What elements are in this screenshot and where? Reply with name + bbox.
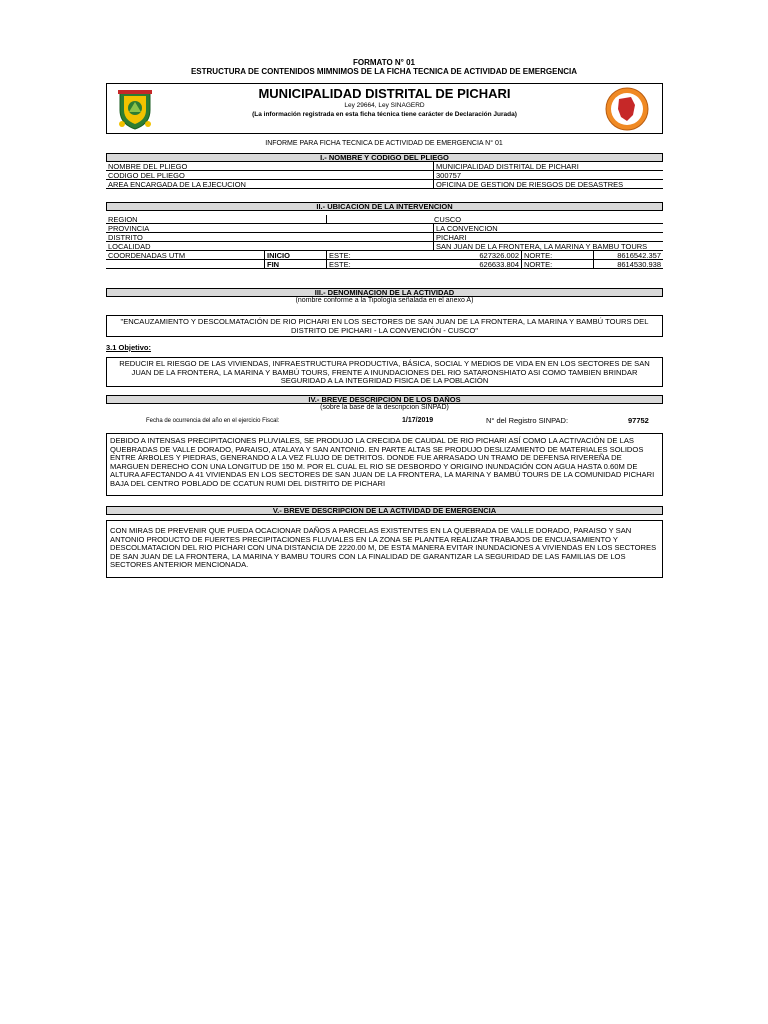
fecha-label: Fecha de ocurrencia del año en el ejercicio Fiscal: [146,418,280,424]
table-row: LOCALIDAD SAN JUAN DE LA FRONTERA, LA MARINA Y BAMBU TOURS [106,242,663,251]
section-4-subtitle: (sobre la base de la descripcion SINPAD) [320,404,449,411]
danos-text: DEBIDO A INTENSAS PRECIPITACIONES PLUVIALES, SE PRODUJO LA CRECIDA DE CAUDAL DE RIO PICHARI ASÍ COMO LA ACTIVACIÓN DE LAS QUEBRADAS DE VALLE DORADO, PARAISO, ATALAYA Y SAN ANTONIO. EN PARTE ALTAS SE PRODUJO DESLIZAMIENTO DE MATERIALES SOLIDOS ENTRE ÁRBOLES Y PIEDRAS, GENERANDO A LA VEZ FLUJO DE DETRITOS. DONDE FUE ARRASADO UN TRAMO DE DEFENSA RIVEREÑA DE MARGUEN DERECHO CON UNA LONGITUD DE 150 M. POR EL CUAL EL RIO SE DESBORDO Y ORIGINO INUNDACIÓN CON AGUA HASTA 0.60M DE ALTURA AFECTANDO A 41 VIVIENDAS EN LOS SECTORES DE SAN JUAN DE LA FRONTERA, LA MARINA Y BAMBÚ TOURS DE LA COMUNIDAD PICHARI BAJA DEL CENTRO POBLADO DE CCATUN RUMI DEL DISTRITO DE PICHARI [110,436,655,488]
coords-row-fin: FIN ESTE: 626633.804 NORTE: 8614530.938 [106,260,663,269]
section-2-header: II.- UBICACION DE LA INTERVENCION [106,202,663,211]
section-3-subtitle: (nombre conforme a la Tipología señalada en el anexo A) [295,297,474,304]
denominacion-box [106,315,663,337]
actividad-box [106,520,663,578]
section-5-header: V.- BREVE DESCRIPCION DE LA ACTIVIDAD DE EMERGENCIA [106,506,663,515]
table-row: AREA ENCARGADA DE LA EJECUCION OFICINA DE GESTION DE RIESGOS DE DESASTRES [106,180,663,189]
table-row: DISTRITO PICHARI [106,233,663,242]
table-row: REGION CUSCO [106,215,663,224]
objetivo-label: 3.1 Objetivo: [106,343,152,352]
section-4-header: IV.- BREVE DESCRIPCION DE LOS DAÑOS [106,395,663,404]
table-row: PROVINCIA LA CONVENCION [106,224,663,233]
municipalidad-title: MUNICIPALIDAD DISTRITAL DE PICHARI [258,86,511,101]
section-3-header: III.- DENOMINACION DE LA ACTIVIDAD [106,288,663,297]
actividad-text: CON MIRAS DE PREVENIR QUE PUEDA OCACIONAR DAÑOS A PARCELAS EXISTENTES EN LA QUEBRADA DE VALLE DORADO, PARAISO Y SAN ANTONIO PRODUCTO DE FUERTES PRECIPITACIONES FLUVIALES EN LA ZONA SE PLANTEA REALIZAR TRABAJOS DE ENCUASAMIENTO Y DESCOLMATACION DEL RIO PICHARI CON UNA DISTANCIA DE 2220.00 M, DE ESTA MANERA EVITAR INUNDACIONES A VIVIENDAS EN LOS SECTORES DE SAN JUAN DE LA FRONTERA, LA MARINA Y BAMBU TOURS CON LA FINALIDAD DE GARANTIZAR LA SEGURIDAD DE LAS FAMILIAS DE LOS SECTORES ANTERIOR MENCIONADA. [110,526,657,570]
denominacion-text: "ENCAUZAMIENTO Y DESCOLMATACIÓN DE RIO PICHARI EN LOS SECTORES DE SAN JUAN DE LA FRONTERA, LA MARINA Y BAMBÚ TOURS DEL DISTRITO DE PICHARI - LA CONVENCIÓN - CUSCO" [120,317,649,335]
danos-box [106,433,663,496]
registro-value: 97752 [628,416,649,425]
ley-text: Ley 29664, Ley SINAGERD [344,102,425,109]
fecha-value: 1/17/2019 [402,417,434,424]
institution-seal-icon [605,87,649,131]
table-row: NOMBRE DEL PLIEGO MUNICIPALIDAD DISTRITAL DE PICHARI [106,162,663,171]
estructura-title: ESTRUCTURA DE CONTENIDOS MIMNIMOS DE LA FICHA TECNICA DE ACTIVIDAD DE EMERGENCIA [190,67,578,76]
informe-title: INFORME PARA FICHA TECNICA DE ACTIVIDAD DE EMERGENCIA N° 01 [265,140,503,147]
declaracion-note: (La información registrada en esta ficha técnica tiene carácter de Declaración Jurada) [252,111,517,118]
formato-title: FORMATO N° 01 [352,58,416,67]
header-box [106,83,663,134]
objetivo-text: REDUCIR EL RIESGO DE LAS VIVIENDAS, INFRAESTRUCTURA PRODUCTIVA, BÁSICA, SOCIAL Y MEDIOS DE VIDA EN EN LOS SECTORES DE SAN JUAN DE LA FRONTERA, LA MARINA Y BAMBÚ TOURS, FRENTE A INUNDACIONES DEL RIO SATARONSHIATO ASI COMO TAMBIEN BRINDAR SEGURIDAD A LA INTEGRIDAD FISICA DE LA POBLACIÓN [119,359,650,386]
table-row: CODIGO DEL PLIEGO 300757 [106,171,663,180]
coords-row-inicio: COORDENADAS UTM INICIO ESTE: 627326.002 NORTE: 8616542.357 [108,251,661,260]
registro-label: N° del Registro SINPAD: [486,416,569,425]
objetivo-box [106,357,663,387]
section-1-header: I.- NOMBRE Y CODIGO DEL PLIEGO [106,153,663,162]
